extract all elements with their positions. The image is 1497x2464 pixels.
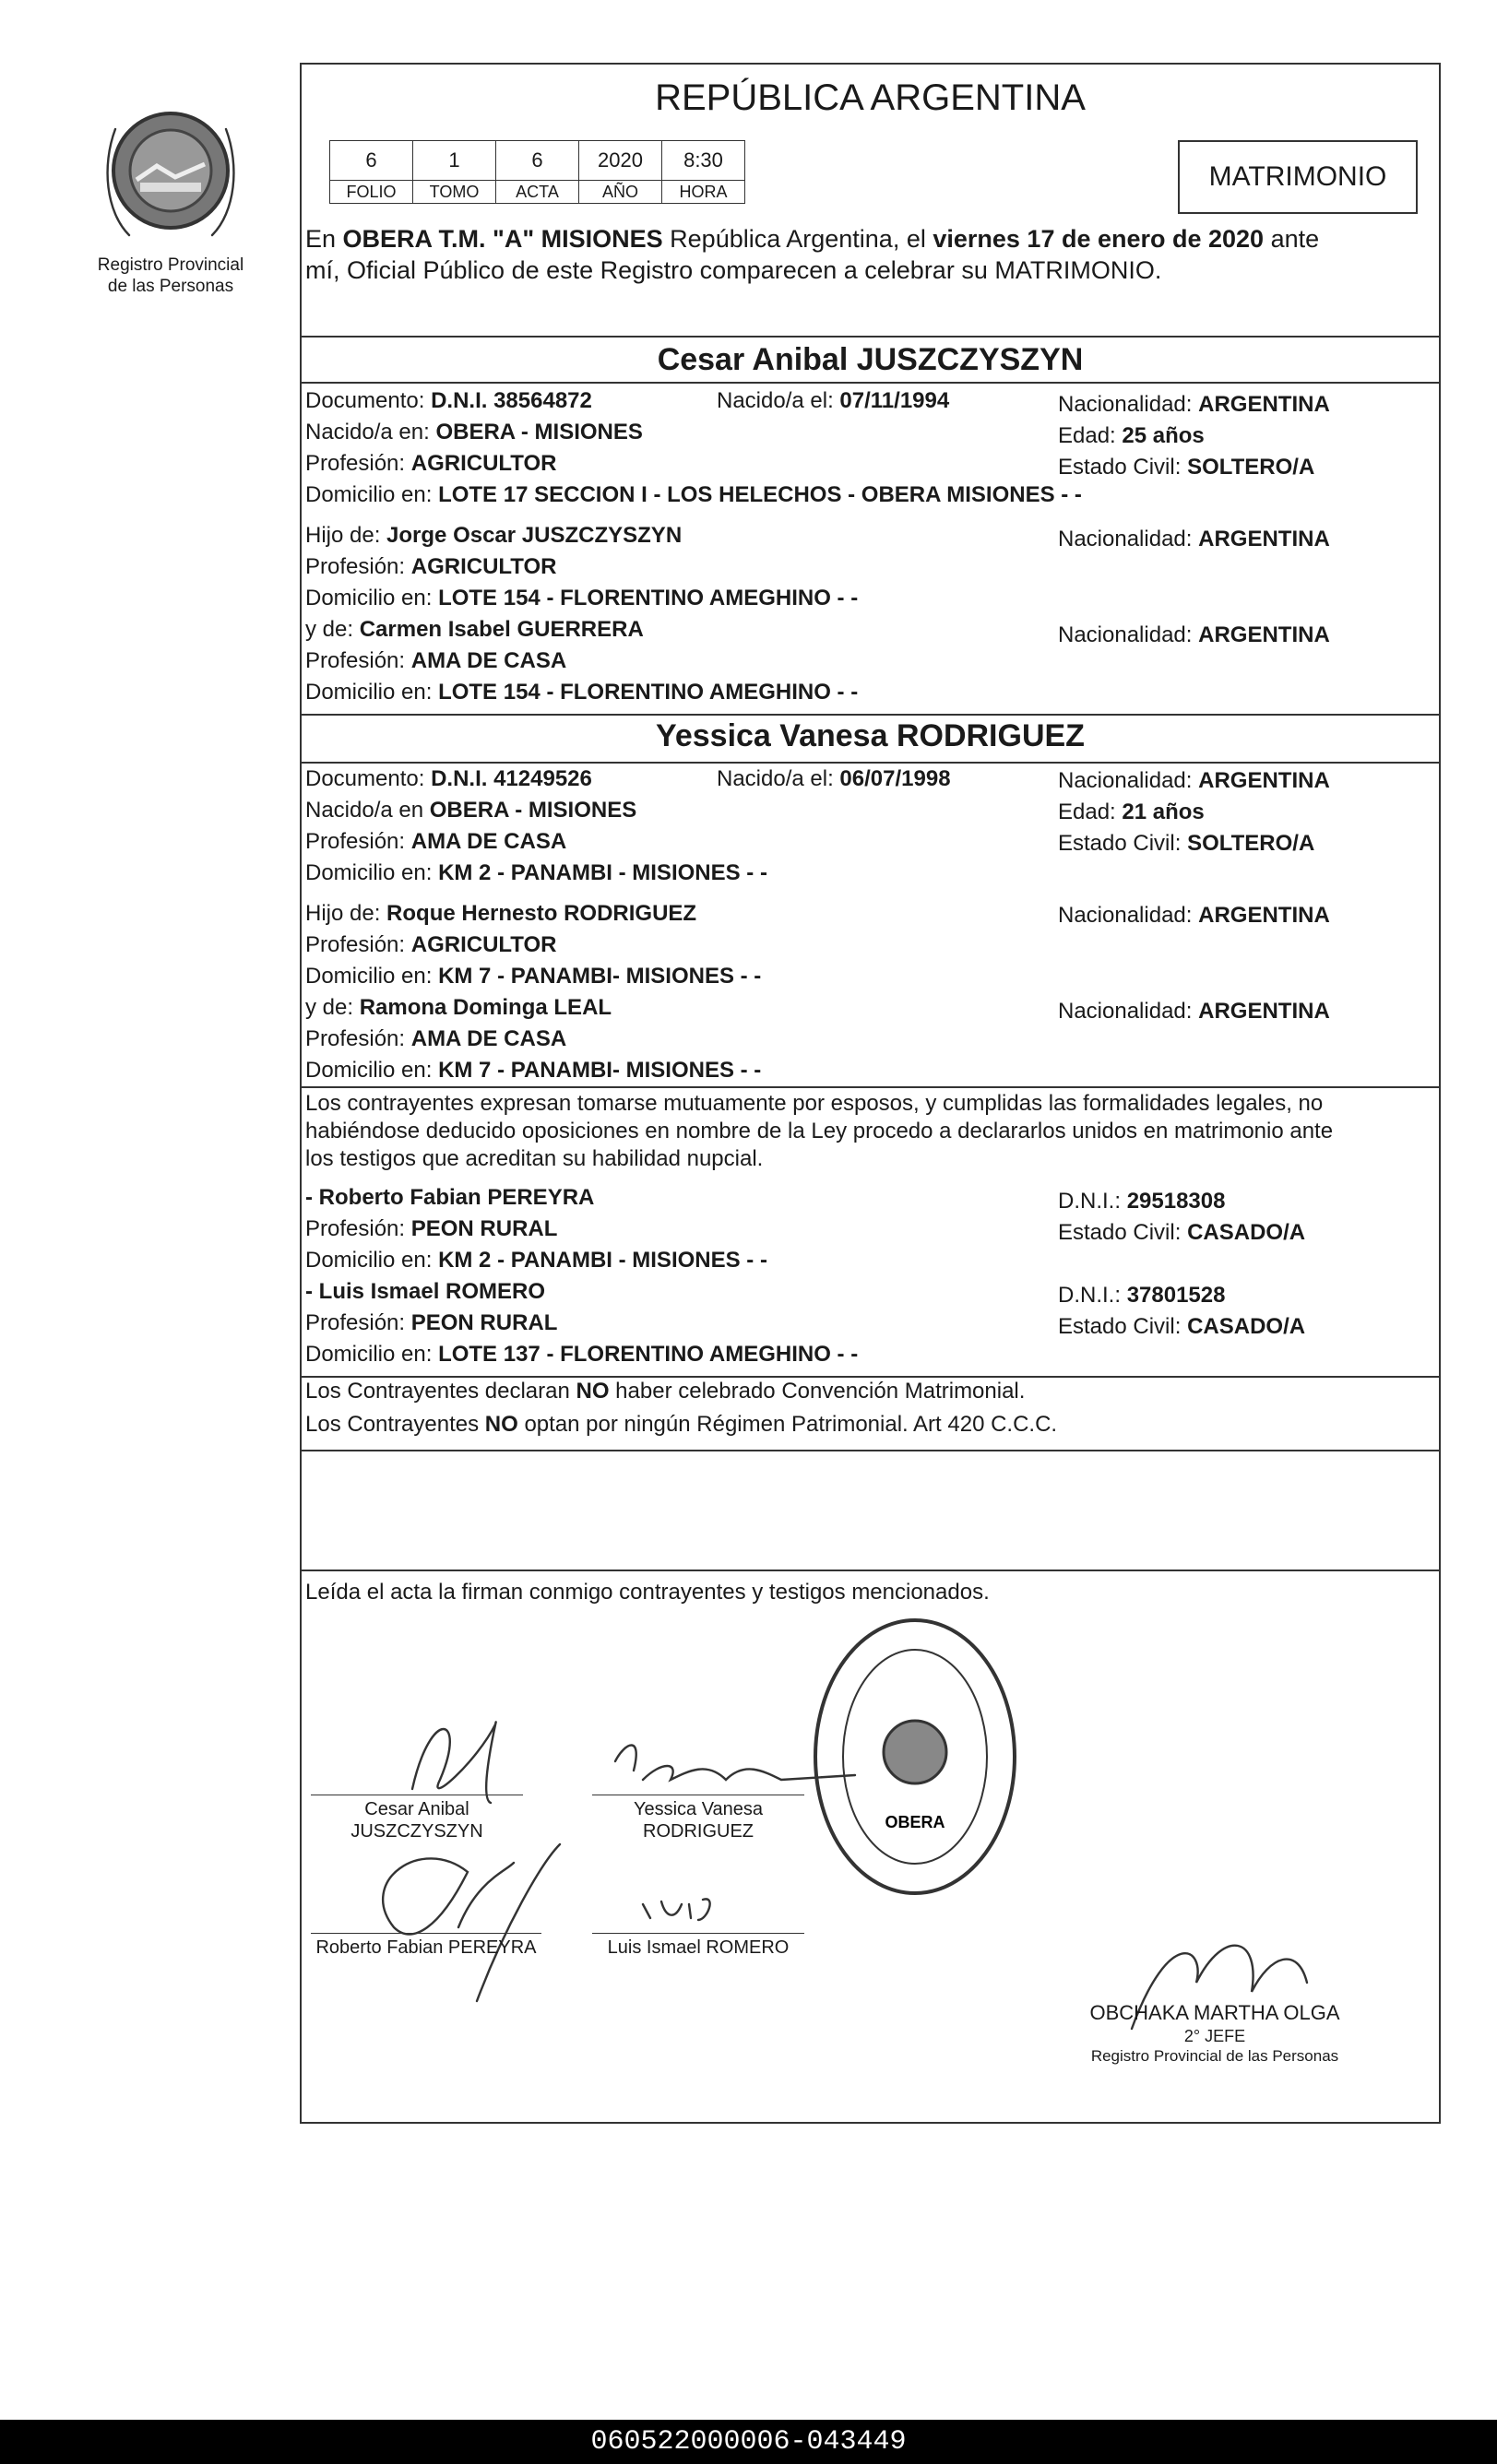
spouse-1-place	[305, 419, 643, 446]
value: OBERA - MISIONES	[435, 420, 643, 444]
label: D.N.I.:	[1058, 1189, 1122, 1214]
label: Nacido/a en	[305, 798, 424, 823]
value: KM 7 - PANAMBI- MISIONES - -	[438, 964, 762, 989]
value: SOLTERO/A	[1187, 831, 1315, 856]
value: 07/11/1994	[839, 388, 950, 413]
label: Nacido/a el:	[717, 766, 834, 791]
value: LOTE 154 - FLORENTINO AMEGHINO - -	[438, 680, 859, 705]
label: Nacionalidad:	[1058, 768, 1193, 793]
signer-2	[592, 1798, 804, 1842]
record-number-boxes	[329, 140, 745, 204]
label: Domicilio en:	[305, 860, 433, 885]
label: Estado Civil:	[1058, 1220, 1182, 1245]
label: Edad:	[1058, 423, 1116, 448]
value: Roque Hernesto RODRIGUEZ	[386, 901, 697, 926]
spouse-2-father-prof	[305, 931, 557, 959]
label: Estado Civil:	[1058, 455, 1182, 480]
value: ARGENTINA	[1198, 622, 1330, 647]
value: PEON RURAL	[410, 1310, 558, 1335]
text: Los Contrayentes declaran	[305, 1379, 576, 1404]
signer-4: Luis Ismael ROMERO	[607, 1937, 790, 1958]
value: AMA DE CASA	[410, 1026, 567, 1051]
folio-value: 6	[330, 141, 413, 181]
label: Hijo de:	[305, 523, 381, 548]
signature-1	[412, 1722, 496, 1803]
value: PEON RURAL	[410, 1216, 558, 1241]
value: ARGENTINA	[1198, 999, 1330, 1024]
label: Domicilio en:	[305, 964, 433, 989]
value: AMA DE CASA	[410, 829, 567, 854]
spouse-1-doc	[305, 387, 592, 415]
spouse-2-place	[305, 797, 636, 824]
spouse-1-father-prof	[305, 553, 557, 581]
value: Ramona Dominga LEAL	[359, 995, 612, 1020]
spouse-2-father	[305, 900, 696, 928]
spouse-2-mother-prof	[305, 1025, 566, 1053]
seal-caption-1: Registro Provincial	[97, 255, 244, 275]
label: Profesión:	[305, 1216, 406, 1241]
value: ARGENTINA	[1198, 392, 1330, 417]
record-type-box: MATRIMONIO	[1178, 140, 1418, 214]
label: Domicilio en:	[305, 1058, 433, 1083]
value: KM 2 - PANAMBI - MISIONES - -	[438, 860, 767, 885]
value: KM 2 - PANAMBI - MISIONES - -	[438, 1248, 767, 1273]
acta-value: 6	[496, 141, 579, 181]
witness-2-dni	[1058, 1282, 1225, 1309]
label: Estado Civil:	[1058, 1314, 1182, 1339]
official-name: OBCHAKA MARTHA OLGA	[1089, 2001, 1340, 2024]
label: Nacionalidad:	[1058, 999, 1193, 1024]
value: 25 años	[1122, 423, 1205, 448]
stamp-city: OBERA	[885, 1813, 945, 1831]
value: LOTE 17 SECCION I - LOS HELECHOS - OBERA MISIONES - -	[438, 482, 1082, 507]
declaration-line-2: habiéndose deducido oposiciones en nombre de la Ley procedo a declararlos unidos en matrimonio ante	[305, 1119, 1334, 1143]
signer-1	[311, 1798, 523, 1842]
spouse-1-name: Cesar Anibal JUSZCZYSZYN	[657, 342, 1084, 377]
value: AGRICULTOR	[410, 451, 557, 476]
value: LOTE 137 - FLORENTINO AMEGHINO - -	[438, 1342, 859, 1367]
anio-label: AÑO	[579, 181, 662, 204]
label: y de:	[305, 995, 354, 1020]
witness-1-name: - Roberto Fabian PEREYRA	[305, 1185, 595, 1210]
witness-2-dom	[305, 1341, 858, 1368]
spouse-2-mother-dom	[305, 1057, 761, 1084]
spouse-1-age	[1058, 422, 1205, 450]
declaration-line-3: los testigos que acreditan su habilidad nupcial.	[305, 1146, 764, 1171]
label: D.N.I.:	[1058, 1283, 1122, 1308]
spouse-2-doc	[305, 765, 592, 793]
spouse-2-mother-nat	[1058, 998, 1330, 1025]
label: Nacionalidad:	[1058, 622, 1193, 647]
label: Profesión:	[305, 648, 406, 673]
label: Hijo de:	[305, 901, 381, 926]
value: KM 7 - PANAMBI- MISIONES - -	[438, 1058, 762, 1083]
spouse-1-father	[305, 522, 682, 550]
witness-2-prof	[305, 1309, 557, 1337]
spouse-2-father-dom	[305, 963, 761, 990]
value: 21 años	[1122, 800, 1205, 824]
label: Nacionalidad:	[1058, 903, 1193, 928]
signer-3: Roberto Fabian PEREYRA	[315, 1937, 537, 1958]
document-code: 060522000006-043449	[0, 2420, 1497, 2464]
spouse-2-age	[1058, 799, 1205, 826]
text: JUSZCZYSZYN	[350, 1821, 483, 1842]
value: NO	[576, 1379, 610, 1404]
label: Profesión:	[305, 829, 406, 854]
witness-1-civil	[1058, 1219, 1305, 1247]
spouse-1-born	[717, 387, 949, 415]
label: Domicilio en:	[305, 1342, 433, 1367]
value: Carmen Isabel GUERRERA	[359, 617, 644, 642]
spouse-1-dom	[305, 481, 1082, 509]
witness-2-civil	[1058, 1313, 1305, 1341]
value: CASADO/A	[1187, 1220, 1306, 1245]
witness-1-dni	[1058, 1188, 1225, 1215]
label: Profesión:	[305, 554, 406, 579]
spouse-1-mother-dom	[305, 679, 858, 706]
spouse-2-civil	[1058, 830, 1314, 858]
value: D.N.I. 38564872	[431, 388, 592, 413]
label: Profesión:	[305, 1026, 406, 1051]
value: SOLTERO/A	[1187, 455, 1315, 480]
value: Jorge Oscar JUSZCZYSZYN	[386, 523, 683, 548]
value: 06/07/1998	[839, 766, 951, 791]
value: 29518308	[1126, 1189, 1226, 1214]
closing-text: Leída el acta la firman conmigo contrayentes y testigos mencionados.	[305, 1580, 990, 1605]
value: 37801528	[1126, 1283, 1226, 1308]
text: optan por ningún Régimen Patrimonial. Art 420 C.C.C.	[517, 1412, 1058, 1437]
label: Nacido/a el:	[717, 388, 834, 413]
convention-line-2	[305, 1411, 1057, 1439]
value: AMA DE CASA	[410, 648, 567, 673]
spouse-1-father-dom	[305, 585, 858, 612]
value: ARGENTINA	[1198, 527, 1330, 551]
tomo-value: 1	[413, 141, 496, 181]
text: Yessica Vanesa	[633, 1799, 764, 1819]
value: ARGENTINA	[1198, 768, 1330, 793]
anio-value: 2020	[579, 141, 662, 181]
intro-text: República Argentina, el	[662, 225, 933, 253]
spouse-1-nat	[1058, 391, 1330, 419]
witness-2-name: - Luis Ismael ROMERO	[305, 1279, 546, 1304]
witness-1-prof	[305, 1215, 557, 1243]
label: Profesión:	[305, 932, 406, 957]
official-role: 2° JEFE	[1183, 2027, 1246, 2045]
label: Domicilio en:	[305, 680, 433, 705]
value: AGRICULTOR	[410, 554, 557, 579]
intro-text: ante	[1264, 225, 1320, 253]
spouse-2-dom	[305, 859, 767, 887]
text: haber celebrado Convención Matrimonial.	[609, 1379, 1026, 1404]
convention-line-1	[305, 1378, 1025, 1405]
hora-label: HORA	[662, 181, 745, 204]
value: D.N.I. 41249526	[431, 766, 592, 791]
intro-place: OBERA T.M. "A" MISIONES	[342, 225, 663, 253]
value: OBERA - MISIONES	[429, 798, 637, 823]
label: Profesión:	[305, 451, 406, 476]
spouse-2-mother	[305, 994, 612, 1022]
spouse-2-nat	[1058, 767, 1330, 795]
label: Nacionalidad:	[1058, 527, 1193, 551]
value: AGRICULTOR	[410, 932, 557, 957]
spouse-1-mother-prof	[305, 647, 566, 675]
label: Documento:	[305, 388, 425, 413]
page-title: REPÚBLICA ARGENTINA	[655, 77, 1086, 118]
text: Los Contrayentes	[305, 1412, 485, 1437]
spouse-2-born	[717, 765, 951, 793]
tomo-label: TOMO	[413, 181, 496, 204]
spouse-1-father-nat	[1058, 526, 1330, 553]
folio-label: FOLIO	[330, 181, 413, 204]
label: Nacido/a en:	[305, 420, 430, 444]
signature-3	[383, 1844, 560, 2001]
spouse-1-civil	[1058, 454, 1314, 481]
signature-4	[643, 1899, 710, 1920]
witness-1-dom	[305, 1247, 767, 1274]
intro-date: viernes 17 de enero de 2020	[933, 225, 1265, 253]
provincial-seal	[92, 92, 249, 249]
spouse-1-prof	[305, 450, 557, 478]
hora-value: 8:30	[662, 141, 745, 181]
label: y de:	[305, 617, 354, 642]
value: NO	[484, 1412, 518, 1437]
value: LOTE 154 - FLORENTINO AMEGHINO - -	[438, 586, 859, 610]
intro-line-1	[305, 223, 1319, 255]
declaration-line-1: Los contrayentes expresan tomarse mutuamente por esposos, y cumplidas las formalidades legales, no	[305, 1091, 1324, 1116]
value: ARGENTINA	[1198, 903, 1330, 928]
label: Estado Civil:	[1058, 831, 1182, 856]
label: Domicilio en:	[305, 586, 433, 610]
label: Domicilio en:	[305, 482, 433, 507]
spouse-1-mother	[305, 616, 644, 644]
spouse-2-name: Yessica Vanesa RODRIGUEZ	[656, 718, 1085, 753]
label: Edad:	[1058, 800, 1116, 824]
official-stamp	[809, 1614, 1021, 1900]
label: Domicilio en:	[305, 1248, 433, 1273]
spouse-1-mother-nat	[1058, 622, 1330, 649]
value: CASADO/A	[1187, 1314, 1306, 1339]
text: Cesar Anibal	[364, 1799, 469, 1819]
spouse-2-father-nat	[1058, 902, 1330, 930]
label: Documento:	[305, 766, 425, 791]
official-org: Registro Provincial de las Personas	[1090, 2047, 1339, 2065]
label: Nacionalidad:	[1058, 392, 1193, 417]
spouse-2-prof	[305, 828, 566, 856]
text: RODRIGUEZ	[643, 1821, 754, 1842]
acta-label: ACTA	[496, 181, 579, 204]
intro-line-2: mí, Oficial Público de este Registro comparecen a celebrar su MATRIMONIO.	[305, 256, 1162, 284]
label: Profesión:	[305, 1310, 406, 1335]
seal-caption-2: de las Personas	[107, 277, 234, 296]
civil-record	[300, 63, 1441, 2124]
intro-text: En	[305, 225, 343, 253]
